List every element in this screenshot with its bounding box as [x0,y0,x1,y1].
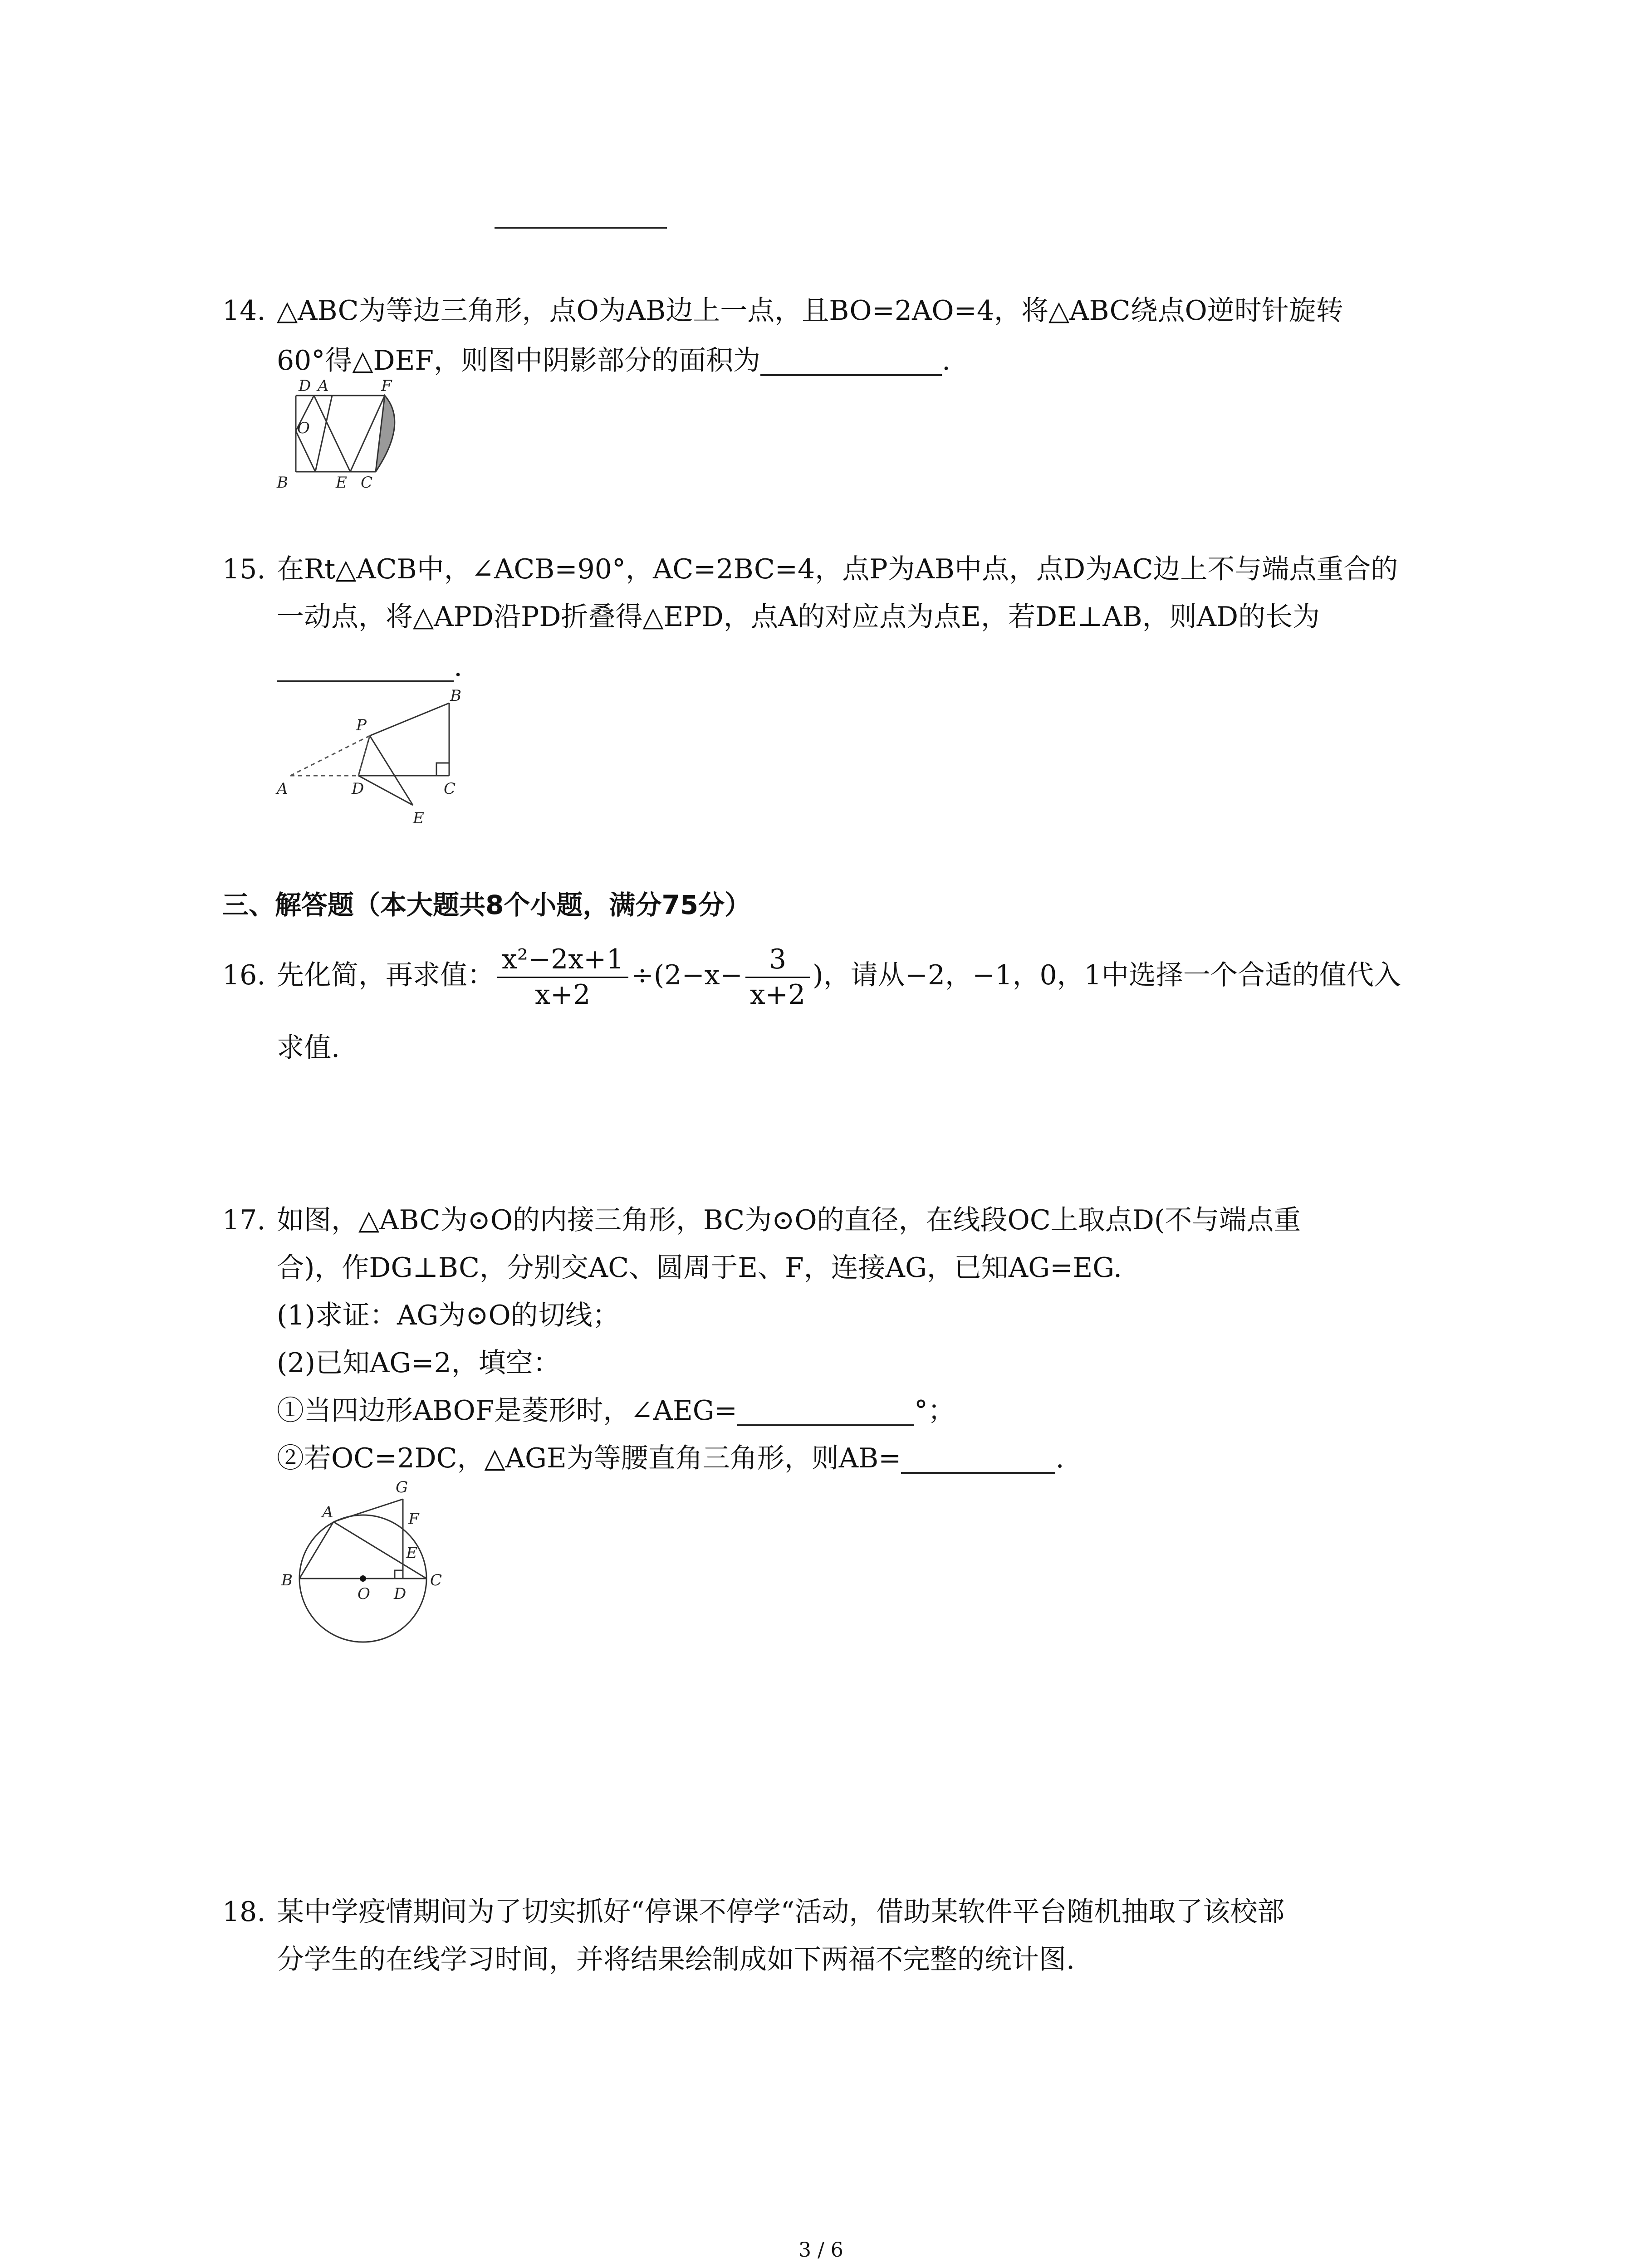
label-B: B [281,1571,293,1589]
label-F: F [381,377,392,395]
question-text: 在Rt△ACB中，∠ACB=90°，AC=2BC=4，点P为AB中点，点D为AC边上不与端点重合的 [277,553,1398,585]
center-point [360,1575,366,1582]
question-16-line2 [277,1025,340,1070]
question-14-line2: 60°得△DEF，则图中阴影部分的面积为 . [277,345,951,376]
q17-sub2-answer-blank[interactable] [901,1472,1055,1474]
label-E: E [406,1544,417,1562]
question-18 [222,1889,1284,1935]
question-text: 如图，△ABC为⊙O的内接三角形，BC为⊙O的直径，在线段OC上取点D(不与端点重 [277,1204,1301,1236]
question-text: 一动点，将△APD沿PD折叠得△EPD，点A的对应点为点E，若DE⊥AB，则AD的长为 [277,601,1320,633]
label-B: B [277,474,288,492]
section-heading: 三、解答题（本大题共8个小题，满分75分） [222,890,751,920]
q14-figure [272,376,408,494]
question-17-line2: 合)，作DG⊥BC，分别交AC、圆周于E、F，连接AG，已知AG=EG. [277,1252,1122,1284]
label-F: F [408,1510,419,1528]
label-A: A [322,1503,333,1521]
question-18-line2: 分学生的在线学习时间，并将结果绘制成如下两福不完整的统计图. [277,1944,1075,1975]
question-text: 某中学疫情期间为了切实抓好“停课不停学“活动，借助某软件平台随机抽取了该校部 [277,1896,1285,1928]
question-number: 16. [222,959,266,991]
question-15 [222,547,1398,592]
q13-answer-blank[interactable] [495,227,667,229]
q15-answer-blank[interactable] [277,680,454,682]
question-number: 17. [222,1204,266,1236]
question-17-part1: (1)求证：AG为⊙O的切线； [277,1300,620,1331]
label-D: D [394,1585,407,1603]
label-D: D [299,377,311,395]
question-17-sub2: ②若OC=2DC，△AGE为等腰直角三角形，则AB= . [277,1442,1064,1474]
label-C: C [444,780,456,798]
label-C: C [430,1571,442,1589]
fraction-2: $\frac{3}{x+2}$ [745,945,810,1009]
q17-figure [277,1474,467,1656]
question-number: 18. [222,1896,266,1928]
label-A: A [318,377,329,395]
question-number: 14. [222,295,266,327]
label-C: C [361,474,373,492]
q14-answer-blank[interactable] [760,374,942,376]
label-A: A [277,780,288,798]
label-D: D [352,780,364,798]
question-text: △ABC为等边三角形，点O为AB边上一点，且BO=2AO=4，将△ABC绕点O逆时针旋转 [277,295,1343,327]
page-number: 3 / 6 [798,2239,843,2262]
question-17 [222,1198,1301,1243]
shaded-region [376,396,395,472]
label-E: E [413,809,424,827]
question-17-part2: (2)已知AG=2，填空： [277,1347,560,1379]
label-B: B [450,687,461,705]
question-16: 16. 先化简，再求值： $\frac{\text{x²−2x+1}}{x+2}$ ÷(2−x− $\frac{3}{x+2}$ )，请从−2，−1，0，1中选择一个合适的值代入 [222,941,1401,1009]
question-text: 先化简，再求值： [277,959,495,991]
question-text: 求值. [277,1032,340,1064]
label-O: O [297,419,310,437]
label-E: E [336,474,347,492]
fraction-1: $\frac{\text{x²−2x+1}}{x+2}$ [497,945,628,1009]
question-15-line2 [277,594,1320,640]
question-15-line3: . [277,644,462,689]
question-14 [222,288,1343,333]
q15-figure [272,685,481,835]
label-O: O [358,1585,370,1603]
question-number: 15. [222,553,266,585]
label-G: G [396,1478,408,1496]
question-text: 60°得△DEF，则图中阴影部分的面积为 [277,345,761,376]
label-P: P [356,716,367,734]
question-17-sub1: ①当四边形ABOF是菱形时，∠AEG= °； [277,1395,955,1427]
q17-sub1-answer-blank[interactable] [737,1424,914,1426]
